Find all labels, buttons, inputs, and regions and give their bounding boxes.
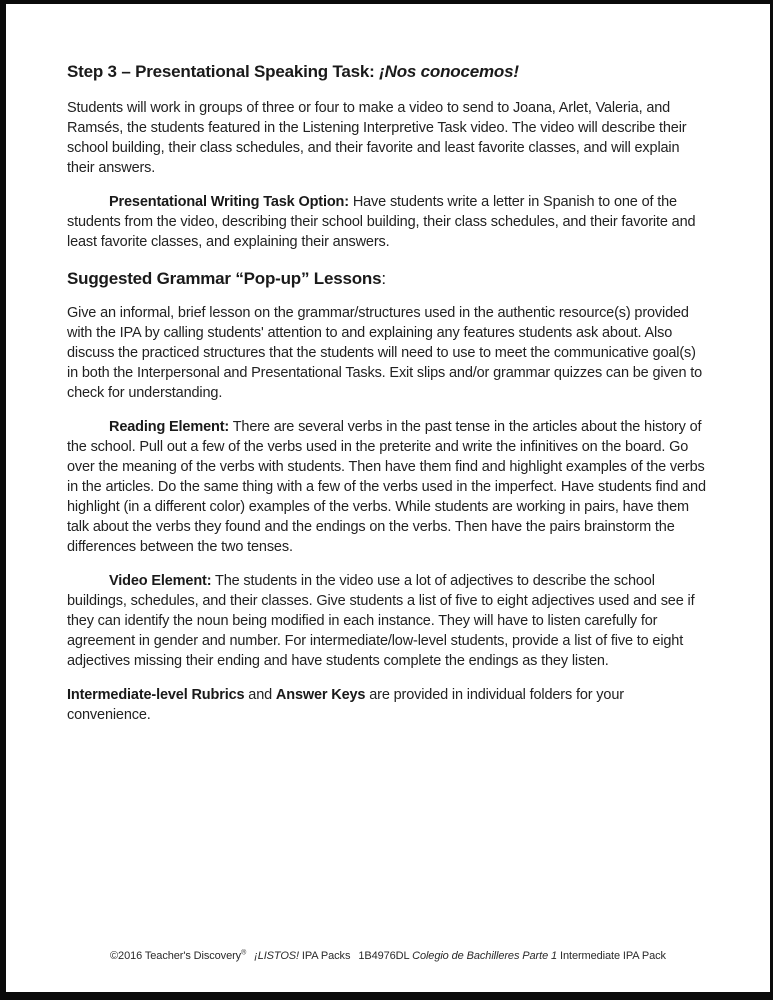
writing-option-label: Presentational Writing Task Option:	[109, 194, 349, 210]
page-footer	[6, 950, 770, 962]
title-emphasis: ¡Nos conocemos!	[379, 62, 519, 81]
footer-sku: 1B4976DL	[358, 950, 413, 962]
video-element-paragraph	[67, 571, 710, 671]
reading-element-body: There are several verbs in the past tense in the articles about the history of the school. Pull out a few of the verbs used in the preterite and write the infinitives on the board. Go over the meaning of the verbs with students. Then have them find and highlight examples of the verbs in the articles. Do the same thing with a few of the verbs used in the imperfect. Have students find and highlight (in a different color) examples of the verbs. While students are working in pairs, have them talk about the verbs they found and the endings on the verbs. Then have the pairs brainstorm the differences between the two tenses.	[67, 419, 706, 555]
rubrics-bold-2: Answer Keys	[275, 687, 366, 703]
rubrics-rest: are provided in individual folders for your convenience.	[67, 687, 624, 723]
footer-suffix: Intermediate IPA Pack	[557, 950, 666, 962]
page-content	[6, 4, 770, 725]
title-text: Step 3 – Presentational Speaking Task:	[67, 62, 380, 81]
reading-element-paragraph	[67, 417, 710, 557]
rubrics-bold-1: Intermediate-level Rubrics	[67, 687, 245, 703]
video-element-label: Video Element:	[109, 573, 212, 589]
grammar-body-paragraph: Give an informal, brief lesson on the grammar/structures used in the authentic resource(s) provided with the IPA by calling students' attention to and explaining any features students ask about. Also discuss the practiced structures that the students will need to use to meet the communicative goal(s) in both the Interpersonal and Presentational Tasks. Exit slips and/or grammar quizzes can be given to check for understanding.	[67, 305, 703, 401]
writing-option-body: Have students write a letter in Spanish to one of the students from the video, describing their school building, their class schedules, and their favorite and least favorite classes, and explaining their answers.	[67, 194, 696, 250]
footer-listos: ¡LISTOS!	[254, 950, 299, 962]
intro-paragraph: Students will work in groups of three or four to make a video to send to Joana, Arlet, Valeria, and Ramsés, the students featured in the Listening Interpretive Task video. The video will describe their school building, their class schedules, and their favorite and least favorite classes, and will explain their answers.	[67, 100, 687, 176]
page-title	[67, 62, 710, 82]
grammar-heading-bold: Suggested Grammar “Pop-up” Lessons	[67, 269, 382, 288]
rubrics-paragraph	[67, 685, 710, 725]
reading-element-label: Reading Element:	[109, 419, 230, 435]
rubrics-mid: and	[244, 687, 276, 703]
footer-colegio: Colegio de Bachilleres Parte 1	[412, 950, 558, 962]
grammar-lessons-heading	[67, 269, 710, 289]
registered-mark: ®	[241, 949, 247, 957]
footer-packs-label: IPA Packs	[298, 950, 351, 962]
footer-copyright: ©2016 Teacher's Discovery	[110, 950, 242, 962]
grammar-heading-colon: :	[381, 269, 386, 288]
video-element-body: The students in the video use a lot of adjectives to describe the school buildings, schedules, and their classes. Give students a list of five to eight adjectives used and see if they can identify the noun being modified in each instance. They will have to listen carefully for agreement in gender and number. For intermediate/low-level students, provide a list of five to eight adjectives missing their ending and have students complete the endings as they listen.	[67, 573, 695, 669]
writing-option-paragraph	[67, 192, 710, 252]
